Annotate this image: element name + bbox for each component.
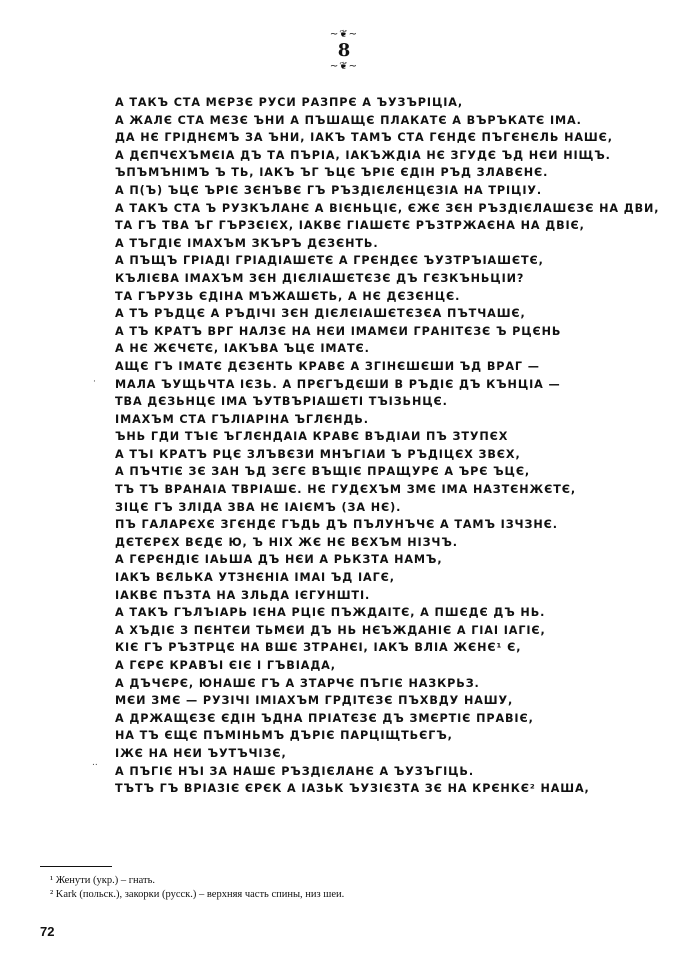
text-line: ДА НЄ ГРІДНЄМЪ ЗА ЪНИ, ІАКЪ ТАМЪ СТА ГЄНДЄ ПЪГЄНЄЛЬ НАШЄ,: [115, 131, 613, 145]
ornament-top-icon: ~❦~: [329, 29, 359, 40]
text-line: А НЄ ЖЄЧЄТЄ, ІАКЪВА ЪЦЄ ІМАТЄ.: [115, 342, 370, 356]
text-line: А ТАКЪ ГЪЛЪІАРЬ ІЄНА РЦІЄ ПЪЖДАІТЄ, А ПШЄДЄ ДЪ НЬ.: [115, 606, 546, 620]
text-line: ЪНЬ ГДИ ТЪІЄ ЪГЛЄНДАІА КРАВЄ ВЪДІАИ ПЪ ЗТУПЄХ: [115, 430, 509, 444]
text-line: А ТЪГДІЄ ІМАХЪМ ЗКЪРЪ ДЄЗЄНТЬ.: [115, 236, 379, 250]
text-line: ТЪ ТЪ ВРАНАІА ТВРІАШЄ. НЄ ГУДЄХЪМ ЗМЄ ІМА НАЗТЄНЖЄТЄ,: [115, 483, 577, 497]
text-line: ЪПЪМЪНІМЪ Ъ ТЬ, ІАКЪ ЪГ ЪЦЄ ЪРІЄ ЄДІН РЪД ЗЛАВЄНЄ.: [115, 166, 549, 180]
margin-mark: ..: [92, 758, 98, 768]
footnotes: [50, 874, 650, 902]
text-line: НА ТЪ ЄЩЄ ПЪМІНЬМЪ ДЪРІЄ ПАРЦІЩТЬЄГЪ,: [115, 729, 453, 743]
footnote-divider: [40, 866, 112, 867]
footnote: ¹ Женути (укр.) – гнать.: [50, 875, 156, 886]
text-line: А ДРЖАЩЄЗЄ ЄДІН ЪДНА ПРІАТЄЗЄ ДЪ ЗМЄРТІЄ ПРАВІЄ,: [115, 711, 534, 725]
text-line: А ДЄПЧЄХЪМЄІА ДЪ ТА ПЪРІА, ІАКЪЖДІА НЄ ЗГУДЄ ЪД НЄИ НІЩЪ.: [115, 148, 611, 162]
text-line: ТЪТЪ ГЪ ВРІАЗІЄ ЄРЄК А ІАЗЬК ЪУЗІЄЗТА ЗЄ НА КРЄНКЄ² НАША,: [115, 782, 590, 796]
text-line: ІАКЪ ВЄЛЬКА УТЗНЄНІА ІМАІ ЪД ІАГЄ,: [115, 571, 395, 585]
text-line: А ГЄРЄНДІЄ ІАЬША ДЪ НЄИ А РЬКЗТА НАМЪ,: [115, 553, 443, 567]
text-line: ЗІЦЄ ГЪ ЗЛІДА ЗВА НЄ ІАІЄМЪ (ЗА НЄ).: [115, 500, 402, 514]
page-number: 72: [40, 924, 55, 939]
text-line: КІЄ ГЪ РЪЗТРЦЄ НА ВШЄ ЗТРАНЄІ, ІАКЪ ВЛІА ЖЄНЄ¹ Є,: [115, 641, 522, 655]
text-line: А ГЄРЄ КРАВЪІ ЄІЄ І ГЪВІАДА,: [115, 659, 336, 672]
text-line: А ПЪГІЄ НЪІ ЗА НАШЄ РЪЗДІЄЛАНЄ А ЪУЗЪГІЦЬ.: [115, 764, 475, 778]
text-line: МАЛА ЪУЩЬЧТА ІЄЗЬ. А ПРЄГЪДЄШИ В РЪДІЄ ДЪ КЪНЦІА —: [115, 377, 561, 391]
text-line: А ПЪЩЪ ГРІАДІ ГРІАДІАШЄТЄ А ГРЄНДЄЄ ЪУЗТРЪІАШЄТЄ,: [115, 254, 544, 268]
text-line: ІАКВЄ ПЪЗТА НА ЗЛЬДА ІЄГУНШТІ.: [115, 588, 371, 602]
text-line: А П(Ъ) ЪЦЄ ЪРІЄ ЗЄНЪВЄ ГЪ РЪЗДІЄЛЄНЦЄЗІА НА ТРІЦІУ.: [115, 183, 543, 197]
text-line: А ТАКЪ СТА МЄРЗЄ РУСИ РАЗПРЄ А ЪУЗЪРІЦІА,: [115, 96, 464, 109]
text-line: АЩЄ ГЪ ІМАТЄ ДЄЗЄНТЬ КРАВЄ А ЗГІНЄШЄШИ ЪД ВРАГ —: [115, 359, 540, 373]
text-line: А ДЪЧЄРЄ, ЮНАШЄ ГЪ А ЗТАРЧЄ ПЪГІЄ НАЗКРЬЗ.: [115, 676, 480, 690]
footnote: ² Kark (польск.), закорки (русск.) – верхняя часть спины, низ шеи.: [50, 889, 345, 900]
main-text: [115, 94, 660, 798]
text-line: ТА ГЪРУЗЬ ЄДІНА МЪЖАШЄТЬ, А НЄ ДЄЗЄНЦЄ.: [115, 289, 461, 303]
text-line: ТВА ДЄЗЬНЦЄ ІМА ЪУТВЪРІАШЄТІ ТЪІЗЬНЦЄ.: [115, 395, 448, 409]
text-line: КЪЛІЄВА ІМАХЪМ ЗЄН ДІЄЛІАШЄТЄЗЄ ДЪ ГЄЗКЪНЬЦІИ?: [115, 271, 525, 285]
text-line: А ТЪІ КРАТЪ РЦЄ ЗЛЪВЄЗИ МНЪГІАИ Ъ РЪДІЦЄХ ЗВЄХ,: [115, 447, 521, 461]
text-line: А ЖАЛЄ СТА МЄЗЄ ЪНИ А ПЪШАЩЄ ПЛАКАТЄ А ВЪРЪКАТЄ ІМА.: [115, 113, 582, 127]
chapter-number-badge: [320, 30, 368, 80]
text-line: ІЖЄ НА НЄИ ЪУТЪЧІЗЄ,: [115, 746, 287, 760]
text-line: ПЪ ГАЛАРЄХЄ ЗГЄНДЄ ГЪДЬ ДЪ ПЪЛУНЪЧЄ А ТАМЪ ІЗЧЗНЄ.: [115, 518, 558, 532]
text-line: А ТАКЪ СТА Ъ РУЗКЪЛАНЄ А ВІЄНЬЦІЄ, ЄЖЄ ЗЄН РЪЗДІЄЛАШЄЗЄ НА ДВИ,: [115, 201, 660, 215]
text-line: МЄИ ЗМЄ — РУЗІЧІ ІМІАХЪМ ГРДІТЄЗЄ ПЪХВДУ НАШУ,: [115, 694, 514, 708]
text-line: А ПЪЧТІЄ ЗЄ ЗАН ЪД ЗЄГЄ ВЪЩІЄ ПРАЩУРЄ А ЪРЄ ЪЦЄ,: [115, 465, 531, 479]
text-line: ДЄТЄРЄХ ВЄДЄ Ю, Ъ НІХ ЖЄ НЄ ВЄХЪМ НІЗЧЪ.: [115, 535, 458, 549]
text-line: А ТЪ КРАТЪ ВРГ НАЛЗЄ НА НЄИ ІМАМЄИ ГРАНІТЄЗЄ Ъ РЦЄНЬ: [115, 324, 562, 338]
margin-mark: ·: [93, 377, 96, 387]
text-line: ТА ГЪ ТВА ЪГ ГЪРЗЄІЄХ, ІАКВЄ ГІАШЄТЄ РЪЗТРЖАЄНА НА ДВІЄ,: [115, 219, 585, 233]
text-line: А ХЪДІЄ З ПЄНТЄИ ТЬМЄИ ДЪ НЬ НЄЪЖДАНІЄ А ГІАІ ІАГІЄ,: [115, 623, 546, 637]
chapter-number: 8: [337, 40, 351, 61]
text-line: А ТЪ РЪДЦЄ А РЪДІЧІ ЗЄН ДІЄЛЄІАШЄТЄЗЄА ПЪТЧАШЄ,: [115, 307, 526, 321]
ornament-bottom-icon: ~❦~: [329, 61, 359, 72]
text-line: ІМАХЪМ СТА ГЪЛІАРІНА ЪГЛЄНДЬ.: [115, 412, 369, 426]
